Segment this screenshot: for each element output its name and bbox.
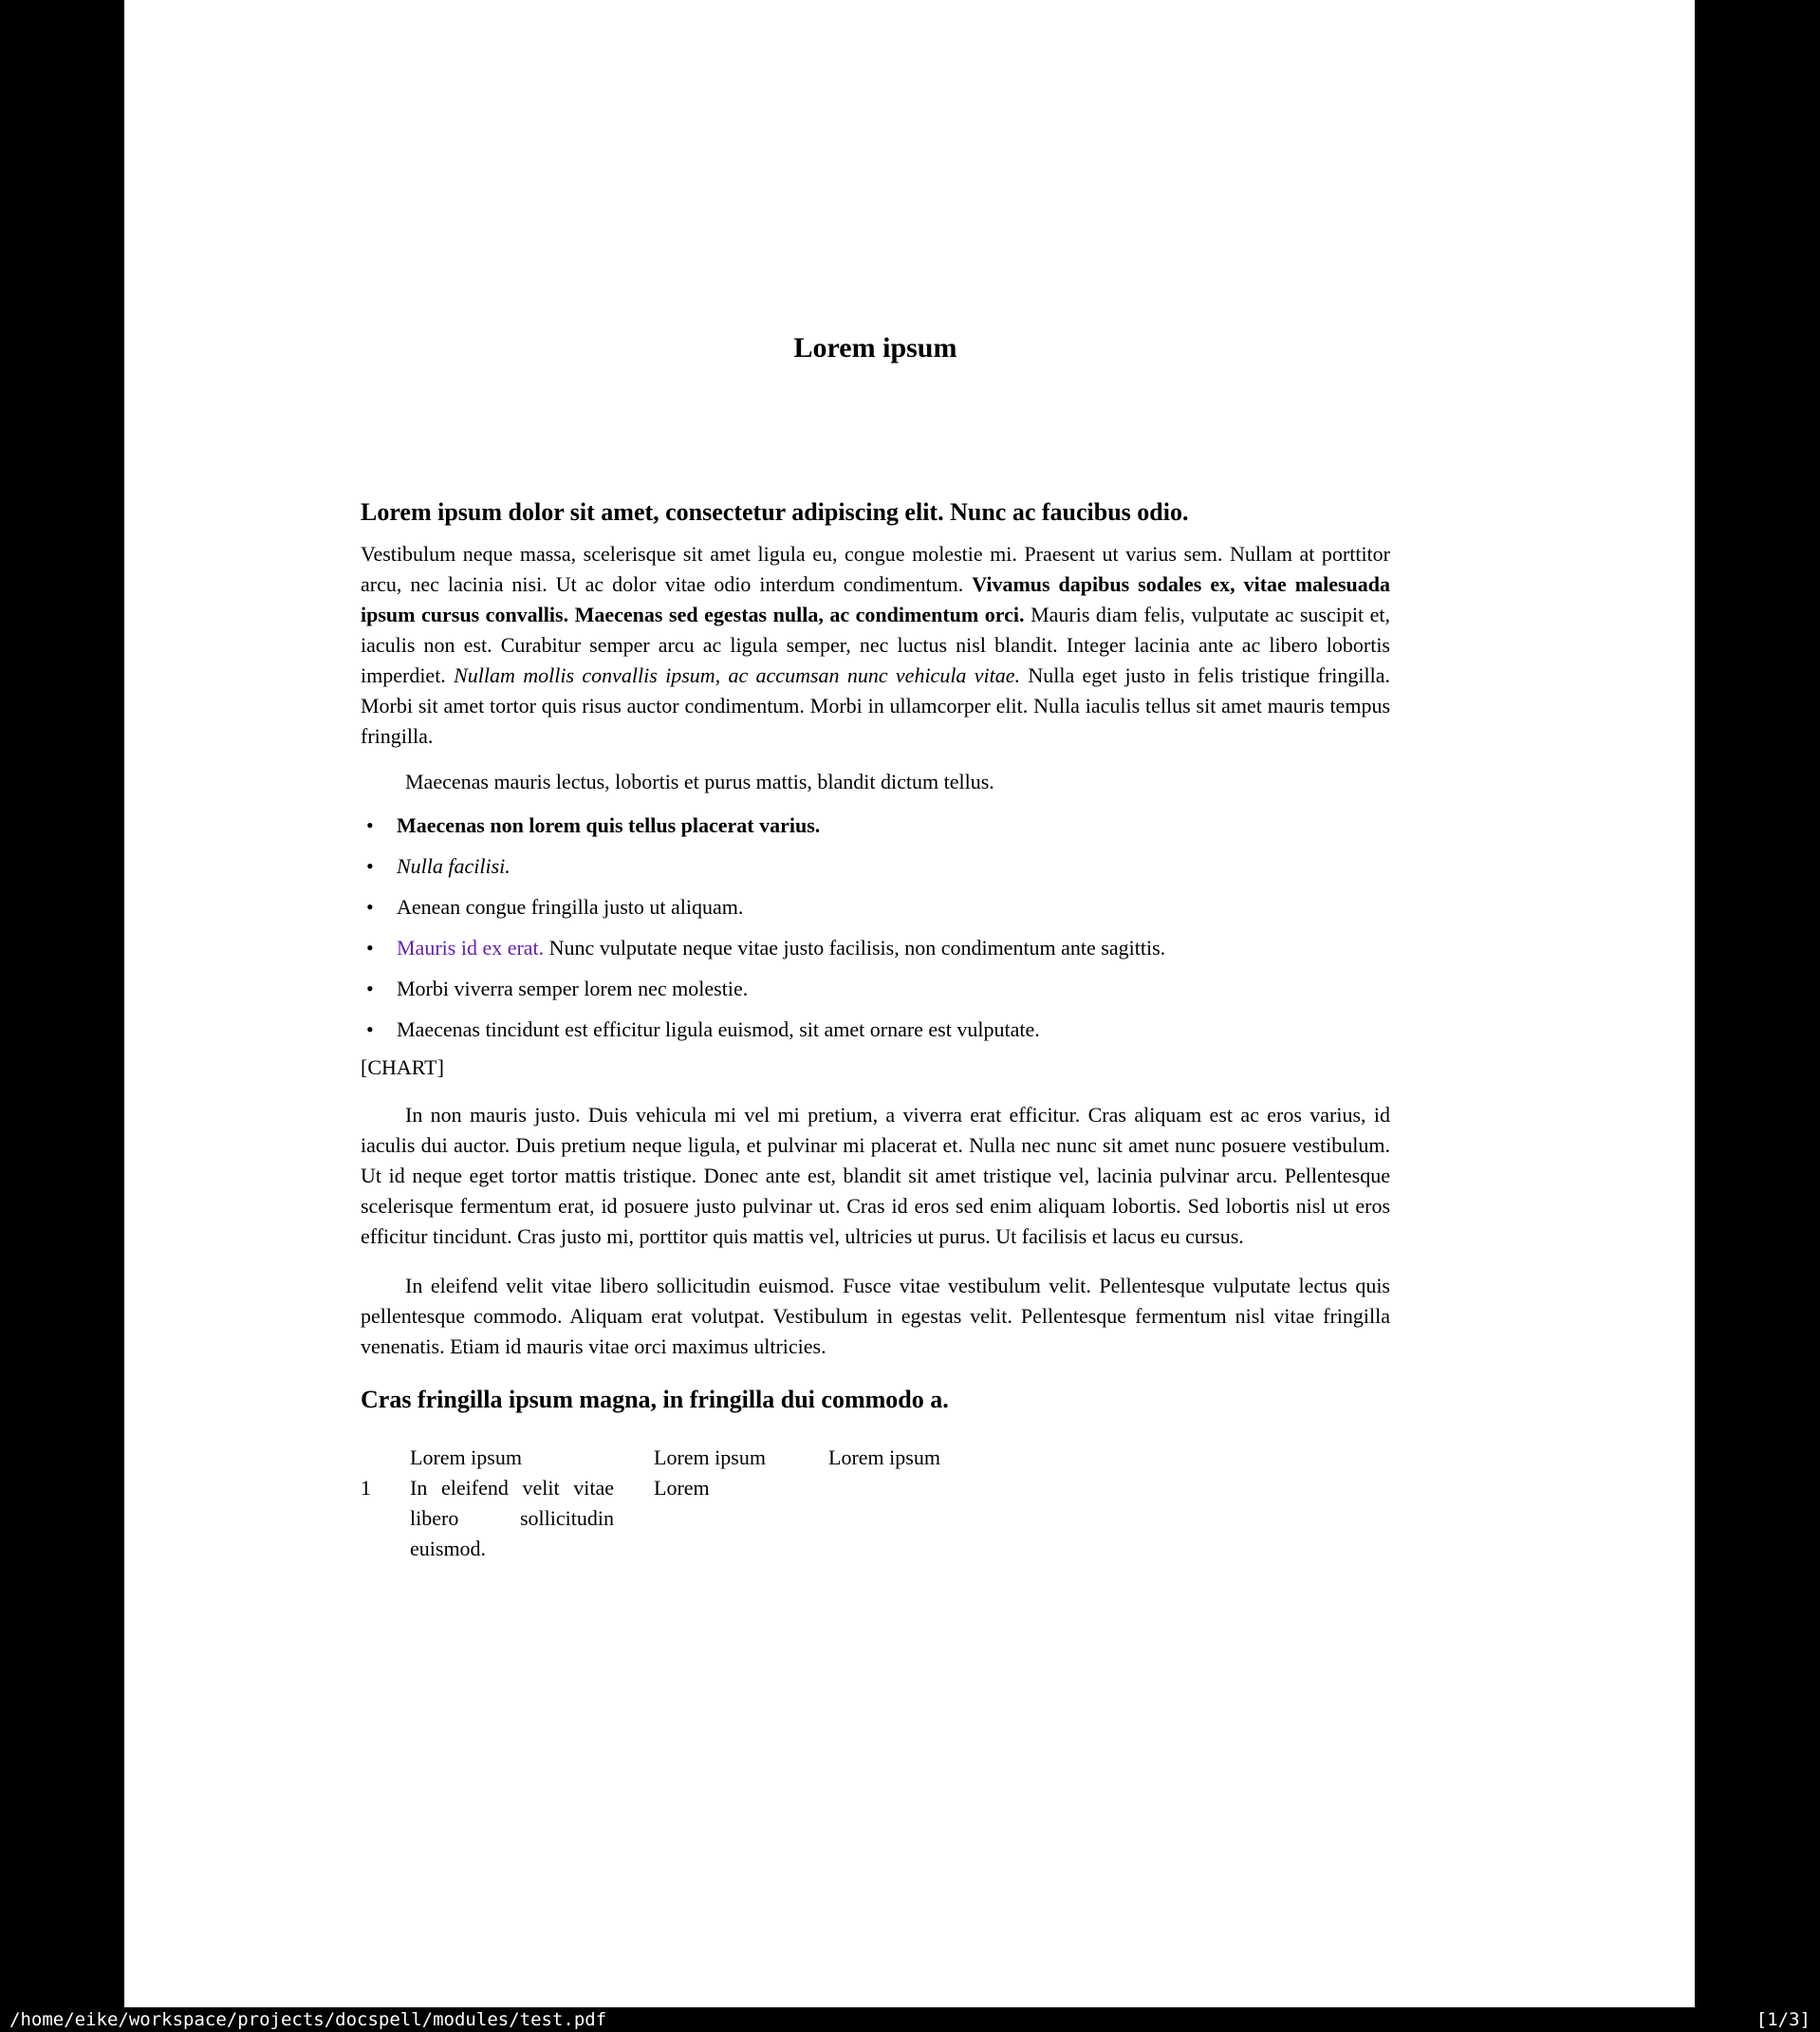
paragraph: In eleifend velit vitae libero sollicitudin euismod. Fusce vitae vestibulum velit. Pellentesque vulputate lectus quis pellentesque commodo. Aliquam erat volutpat. Vestibulum in egestas velit. Pellentesque fermentum nisl vitae fringilla venenatis. Etiam id mauris vitae orci maximus ultricies. (361, 1274, 1390, 1358)
section-heading: Cras fringilla ipsum magna, in fringilla dui commodo a. (361, 1386, 949, 1413)
bullet-item (361, 851, 1390, 882)
table-row-number: 1 (361, 1476, 371, 1500)
bullet-item (361, 892, 1390, 923)
table-cell (828, 1473, 987, 1564)
table-cell: In eleifend velit vitae libero sollicitudin euismod. (410, 1476, 614, 1560)
text-segment: Aenean congue fringilla justo ut aliquam. (397, 895, 744, 919)
page-indicator: [1/3] (1755, 2009, 1811, 2030)
text-segment: Nulla facilisi. (397, 854, 511, 878)
bullet-icon: • (366, 895, 374, 919)
bullet-list (361, 811, 1390, 1045)
bullet-item (361, 974, 1390, 1004)
chart-placeholder: [CHART] (361, 1055, 444, 1079)
document-content (361, 0, 1390, 1564)
table-column-header: Lorem ipsum (828, 1445, 940, 1469)
table-corner-cell (361, 1443, 410, 1473)
data-table (361, 1443, 987, 1564)
bullet-item (361, 1015, 1390, 1045)
paragraph: In non mauris justo. Duis vehicula mi vel mi pretium, a viverra erat efficitur. Cras aliquam est ac eros varius, id iaculis dui auctor. Duis pretium neque ligula, et pulvinar mi placerat et. Nulla nec nunc sit amet nunc posuere vestibulum. Ut id neque eget tortor mattis tristique. Donec ante est, blandit sit amet tristique vel, lacinia pulvinar arcu. Pellentesque scelerisque fermentum erat, id posuere justo pulvinar ut. Cras id eros sed enim aliquam lobortis. Sed lobortis nisl ut eros efficitur tincidunt. Cras justo mi, porttitor quis mattis vel, ultricies ut purus. Ut facilisis et lacus eu cursus. (361, 1103, 1390, 1248)
paragraph (361, 539, 1390, 752)
bullet-icon: • (366, 936, 374, 960)
text-segment: Mauris diam felis, vulputate ac suscipit et, iaculis non est. Curabitur semper arcu ac ligula semper, nec luctus nisl blandit. Integer lacinia ante ac libero lobortis imperdiet. (361, 603, 1390, 687)
text-segment: Maecenas non lorem quis tellus placerat varius. (397, 813, 821, 837)
bullet-icon: • (366, 977, 374, 1000)
text-segment: Vivamus dapibus sodales ex, vitae malesuada ipsum cursus convallis. Maecenas sed egestas nulla, ac condimentum orci. (361, 572, 1390, 626)
table-cell: Lorem (654, 1476, 710, 1500)
file-path: /home/eike/workspace/projects/docspell/modules/test.pdf (9, 2009, 607, 2030)
text-segment: Nulla eget justo in felis tristique fringilla. Morbi sit amet tortor quis risus auctor condimentum. Morbi in ullamcorper elit. Nulla iaculis tellus sit amet mauris tempus fringilla. (361, 663, 1390, 748)
bullet-icon: • (366, 813, 374, 837)
table-column-header: Lorem ipsum (410, 1445, 522, 1469)
inline-link[interactable]: Mauris id ex erat. (397, 936, 545, 960)
paragraph: Maecenas mauris lectus, lobortis et purus mattis, blandit dictum tellus. (405, 770, 994, 793)
bullet-icon: • (366, 1017, 374, 1041)
bullet-icon: • (366, 854, 374, 878)
text-segment: Nunc vulputate neque vitae justo facilisis, non condimentum ante sagittis. (544, 936, 1166, 960)
bullet-item (361, 811, 1390, 841)
document-page (124, 0, 1695, 2007)
table-header-row (361, 1443, 987, 1473)
text-segment: Maecenas tincidunt est efficitur ligula euismod, sit amet ornare est vulputate. (397, 1017, 1040, 1041)
bullet-item (361, 933, 1390, 963)
text-segment: Nullam mollis convallis ipsum, ac accumsan nunc vehicula vitae. (454, 663, 1029, 687)
text-segment: Vestibulum neque massa, scelerisque sit amet ligula eu, congue molestie mi. Praesent ut varius sem. Nullam at porttitor arcu, nec lacinia nisi. Ut ac dolor vitae odio interdum condimentum. (361, 542, 1390, 596)
status-bar (0, 2007, 1820, 2032)
text-segment: Morbi viverra semper lorem nec molestie. (397, 977, 749, 1000)
section-heading: Lorem ipsum dolor sit amet, consectetur adipiscing elit. Nunc ac faucibus odio. (361, 498, 1189, 526)
table-column-header: Lorem ipsum (654, 1445, 766, 1469)
table-row (361, 1473, 987, 1564)
document-title: Lorem ipsum (793, 332, 957, 364)
